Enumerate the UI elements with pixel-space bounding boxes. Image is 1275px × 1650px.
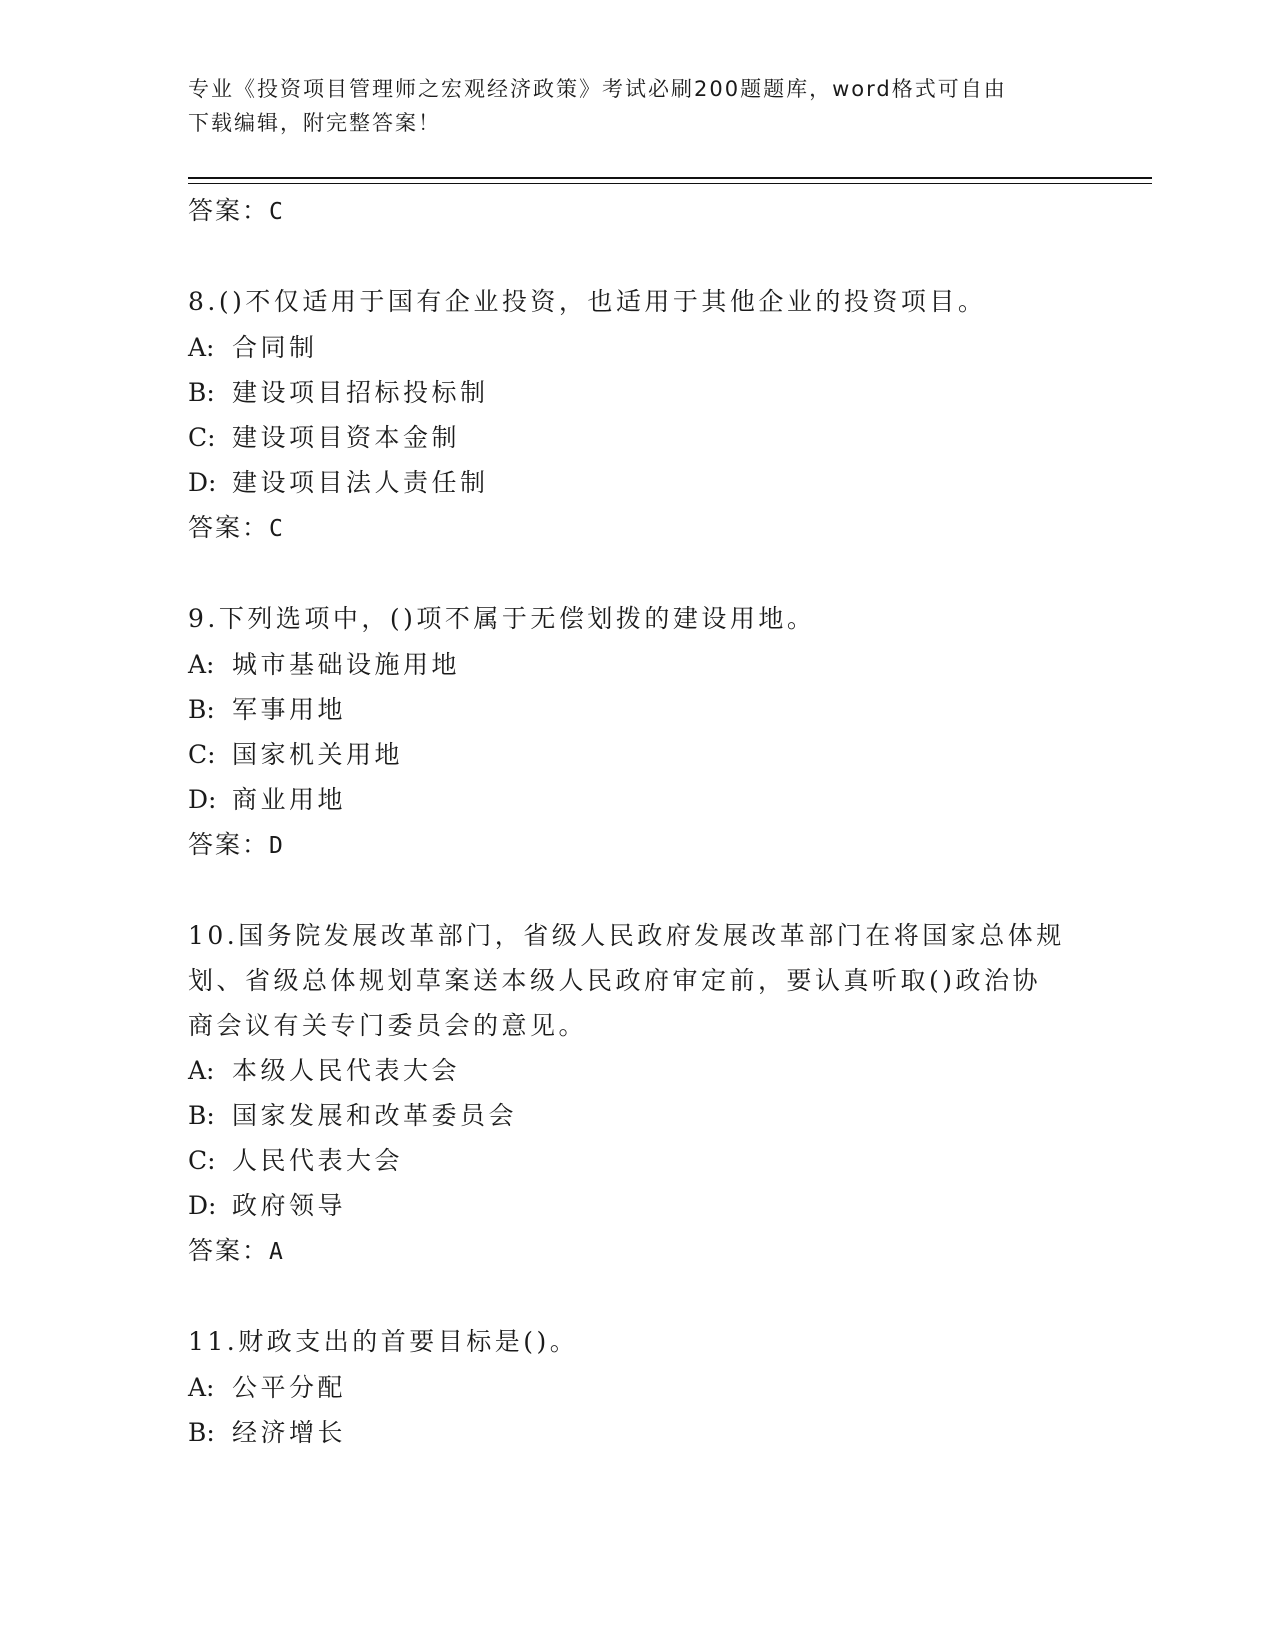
option-text: 合同制 [232, 333, 318, 362]
answer-option [188, 460, 1088, 505]
option-letter: A: [188, 650, 215, 679]
answer-line [188, 1228, 1088, 1275]
question-stem-line: 9.下列选项中，()项不属于无偿划拨的建设用地。 [188, 604, 816, 633]
option-letter: C: [188, 423, 216, 452]
answer-line [188, 188, 1088, 235]
document-header [188, 72, 1088, 140]
option-text: 建设项目资本金制 [232, 423, 461, 452]
option-text: 公平分配 [232, 1373, 347, 1402]
option-letter: B: [188, 1418, 215, 1447]
answer-option [188, 1365, 1088, 1410]
answer-value: C [269, 516, 285, 542]
option-letter: B: [188, 378, 215, 407]
option-text: 国家机关用地 [232, 740, 404, 769]
option-text: 政府领导 [232, 1191, 347, 1220]
option-text: 本级人民代表大会 [232, 1056, 461, 1085]
answer-option [188, 732, 1088, 777]
answer-value: D [269, 833, 285, 859]
option-text: 人民代表大会 [232, 1146, 404, 1175]
option-text: 商业用地 [232, 785, 347, 814]
answer-line [188, 822, 1088, 869]
question-block [188, 913, 1088, 1275]
answer-line [188, 505, 1088, 552]
option-letter: D: [188, 785, 217, 814]
answer-option [188, 1093, 1088, 1138]
option-letter: B: [188, 1101, 215, 1130]
question-stem-line: 划、省级总体规划草案送本级人民政府审定前，要认真听取()政治协 [188, 966, 1042, 995]
questions-container [188, 279, 1088, 1455]
question-block [188, 596, 1088, 869]
option-text: 城市基础设施用地 [232, 650, 461, 679]
answer-option [188, 325, 1088, 370]
answer-option [188, 1048, 1088, 1093]
option-letter: D: [188, 1191, 217, 1220]
answer-option [188, 687, 1088, 732]
option-letter: D: [188, 468, 217, 497]
option-text: 国家发展和改革委员会 [232, 1101, 518, 1130]
answer-option [188, 370, 1088, 415]
answer-option [188, 1410, 1088, 1455]
question-block [188, 1319, 1088, 1455]
answer-label: 答案： [188, 196, 270, 225]
header-line-1: 专业《投资项目管理师之宏观经济政策》考试必刷200题题库，word格式可自由 [188, 77, 1007, 101]
question-list [188, 188, 1088, 1455]
option-letter: B: [188, 695, 215, 724]
answer-label: 答案： [188, 1236, 270, 1265]
option-text: 建设项目招标投标制 [232, 378, 489, 407]
question-stem-line: 10.国务院发展改革部门，省级人民政府发展改革部门在将国家总体规 [188, 921, 1065, 950]
option-letter: A: [188, 1056, 215, 1085]
question-stem-line: 11.财政支出的首要目标是()。 [188, 1327, 579, 1356]
answer-option [188, 642, 1088, 687]
option-letter: A: [188, 333, 215, 362]
answer-value: A [269, 1239, 285, 1265]
question-block [188, 279, 1088, 552]
answer-option [188, 1138, 1088, 1183]
option-text: 建设项目法人责任制 [232, 468, 489, 497]
option-text: 经济增长 [232, 1418, 347, 1447]
header-divider-thick [188, 177, 1152, 179]
answer-option [188, 1183, 1088, 1228]
answer-option [188, 415, 1088, 460]
answer-option [188, 777, 1088, 822]
question-stem-line: 8.()不仅适用于国有企业投资，也适用于其他企业的投资项目。 [188, 287, 987, 316]
option-text: 军事用地 [232, 695, 347, 724]
answer-label: 答案： [188, 513, 270, 542]
option-letter: C: [188, 740, 216, 769]
answer-value: C [269, 199, 285, 225]
option-letter: C: [188, 1146, 216, 1175]
question-stem-line: 商会议有关专门委员会的意见。 [188, 1011, 588, 1040]
header-divider-thin [188, 183, 1152, 184]
option-letter: A: [188, 1373, 215, 1402]
answer-label: 答案： [188, 830, 270, 859]
header-line-2: 下载编辑，附完整答案！ [188, 111, 441, 135]
